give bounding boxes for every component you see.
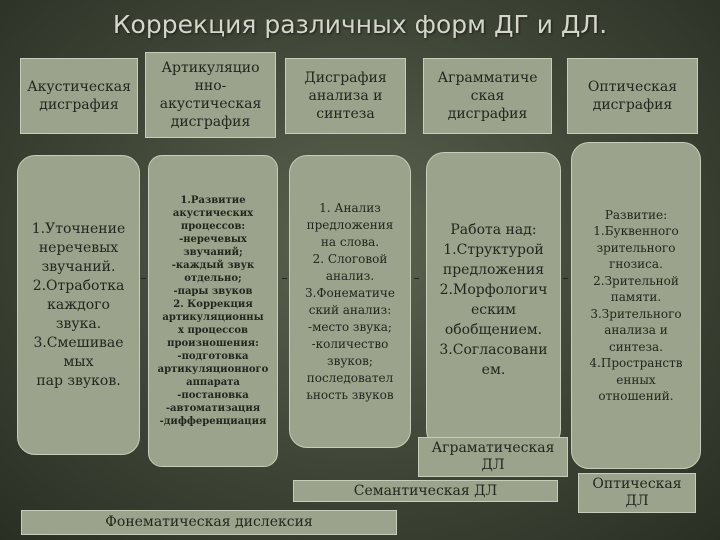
header-agrammatic	[423, 58, 552, 134]
box-optical-correction	[571, 142, 701, 469]
label-semantic-dl	[293, 480, 558, 502]
connector-dash	[563, 278, 568, 279]
box-analysis-text: 1. Анализ предложения на слова. 2. Слоговой анализ. 3.Фонематиче ский анализ: -место звука; -количество звуков; последовател ьность звуков	[305, 200, 395, 402]
connector-dash	[282, 278, 287, 279]
label-phonemic-dyslexia-text: Фонематическая дислексия	[105, 514, 313, 530]
box-agrammatic-text: Работа над: 1.Структурой предложения 2.Морфологич еским обобщением. 3.Согласовани ем.	[439, 222, 548, 378]
label-optical-dl-text: Оптическая ДЛ	[592, 476, 682, 509]
label-semantic-dl-text: Семантическая ДЛ	[353, 482, 498, 499]
header-articulatory-acoustic	[145, 52, 276, 138]
header-agrammatic-label: Аграмматиче ская дисграфия	[437, 70, 538, 122]
header-analysis-synthesis	[285, 58, 406, 134]
box-agrammatic-correction	[426, 152, 561, 448]
box-acoustic-correction	[17, 155, 140, 455]
label-optical-dl	[578, 473, 696, 513]
header-optical	[567, 58, 698, 134]
box-articulatory-correction	[148, 155, 278, 467]
label-agrammatic-dl	[418, 437, 568, 477]
label-phonemic-dyslexia	[21, 510, 397, 535]
connector-dash	[141, 278, 146, 279]
header-acoustic	[20, 58, 138, 134]
box-articulatory-text: 1.Развитие акустических процессов: -неречевых звучаний; -каждый звук отдельно; -пары звуков 2. Коррекция артикуляционны х процессов произношения: -подготовка артикуляционного аппарата -постановка -автоматизация -дифференциация	[157, 195, 269, 427]
header-articulatory-acoustic-label: Артикуляцио нно- акустическая дисграфия	[159, 60, 262, 130]
header-acoustic-label: Акустическая дисграфия	[27, 79, 131, 113]
header-optical-label: Оптическая дисграфия	[587, 79, 678, 113]
box-analysis-correction	[289, 155, 411, 448]
header-analysis-synthesis-label: Дисграфия анализа и синтеза	[304, 70, 387, 122]
box-acoustic-text: 1.Уточнение неречевых звучаний. 2.Отработка каждого звука. 3.Смешивае мых пар звуков.	[31, 220, 126, 389]
label-agrammatic-dl-text: Аграматическая ДЛ	[431, 440, 555, 473]
connector-dash	[414, 278, 419, 279]
box-optical-text: Развитие: 1.Буквенного зрительного гнозиса. 2.Зрительной памяти. 3.Зрительного анализа и синтеза. 4.Пространств енных отношений.	[589, 207, 683, 403]
page-title: Коррекция различных форм ДГ и ДЛ.	[112, 10, 608, 39]
